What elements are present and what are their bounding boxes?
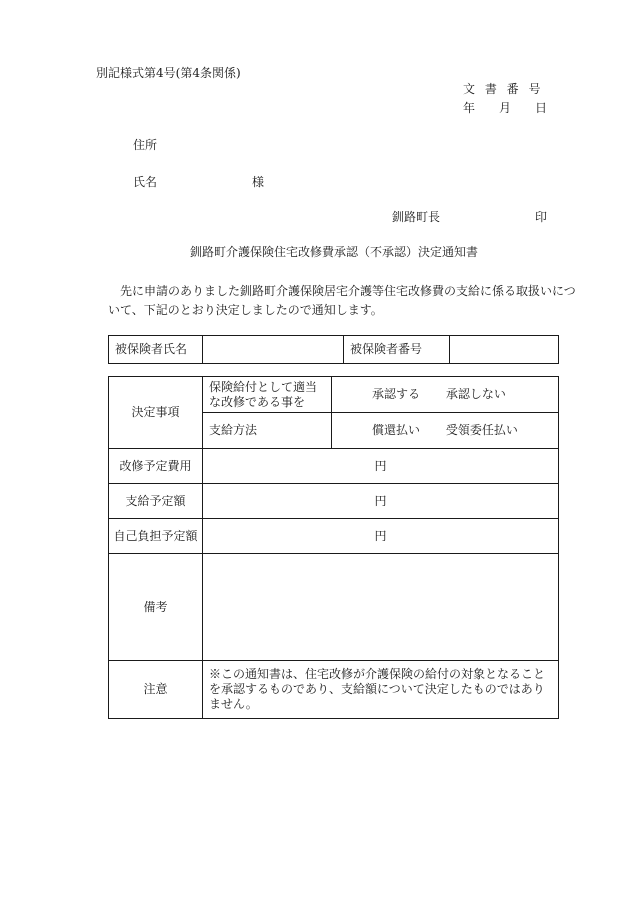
form-number-label: 別記様式第4号(第4条関係): [96, 66, 241, 80]
insured-number-field[interactable]: [450, 336, 559, 364]
notice-body-text: 先に申請のありました釧路町介護保険居宅介護等住宅改修費の支給に係る取扱いについて、下記のとおり決定しましたので通知します。: [108, 284, 576, 317]
insured-name-field[interactable]: [203, 336, 344, 364]
insured-name-label: 被保険者氏名: [109, 336, 203, 364]
date-month: 月: [499, 101, 512, 115]
remarks-label: 備考: [109, 554, 203, 661]
disapprove-option[interactable]: 承認しない: [445, 387, 506, 401]
decision-item-approval: 保険給付として適当な改修である事を: [203, 377, 332, 413]
planned-payment-field[interactable]: [203, 484, 559, 519]
notice-body: [108, 282, 578, 320]
delegated-receipt-option[interactable]: 受領委任払い: [445, 423, 518, 437]
self-burden-label: 自己負担予定額: [109, 519, 203, 554]
planned-payment-yen: 円: [374, 493, 387, 508]
reimbursement-option[interactable]: 償還払い: [372, 423, 421, 437]
decision-table: [108, 376, 559, 719]
planned-cost-yen: 円: [374, 458, 387, 473]
note-label: 注意: [109, 661, 203, 719]
planned-cost-label: 改修予定費用: [109, 449, 203, 484]
self-burden-yen: 円: [374, 528, 387, 543]
honorific: 様: [252, 175, 265, 189]
seal-mark: 印: [535, 210, 548, 224]
self-burden-field[interactable]: [203, 519, 559, 554]
document-number-label: 文 書 番 号: [463, 82, 542, 96]
date-year: 年: [463, 101, 476, 115]
approval-options: [332, 377, 559, 413]
issuer-name: 釧路町長: [392, 210, 441, 224]
decision-item-payment-method: 支給方法: [203, 413, 332, 449]
payment-options: [332, 413, 559, 449]
insured-info-table: [108, 335, 559, 364]
note-text: ※この通知書は、住宅改修が介護保険の給付の対象となることを承認するものであり、支給額について決定したものではありません。: [203, 661, 559, 719]
insured-number-label: 被保険者番号: [344, 336, 450, 364]
document-title: 釧路町介護保険住宅改修費承認（不承認）決定通知書: [190, 245, 479, 259]
address-label: 住所: [133, 138, 158, 152]
date-day: 日: [535, 101, 548, 115]
approve-option[interactable]: 承認する: [372, 387, 421, 401]
name-label: 氏名: [133, 175, 158, 189]
remarks-field[interactable]: [203, 554, 559, 661]
planned-cost-field[interactable]: [203, 449, 559, 484]
planned-payment-label: 支給予定額: [109, 484, 203, 519]
decision-label: 決定事項: [109, 377, 203, 449]
